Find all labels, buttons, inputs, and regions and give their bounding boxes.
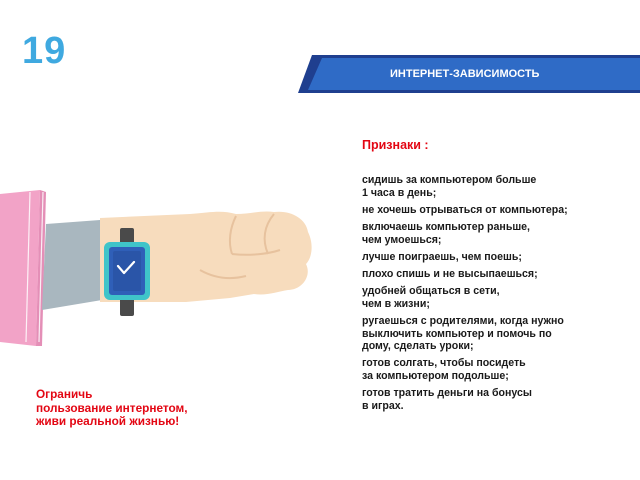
list-item: не хочешь отрываться от компьютера; [362,203,568,216]
list-item: готов солгать, чтобы посидеть за компьютером подольше; [362,357,526,382]
list-item: ругаешься с родителями, когда нужно выключить компьютер и помочь по дому, сделать уроки; [362,314,564,353]
hand-with-watch-illustration [0,170,330,365]
list-item: сидишь за компьютером больше 1 часа в день; [362,174,537,199]
title-banner [298,55,640,93]
slide-number: 19 [22,30,67,72]
wrist-watch-hand-icon [0,170,330,360]
banner-title: ИНТЕРНЕТ-ЗАВИСИМОСТЬ [390,68,540,80]
signs-heading: Признаки : [362,138,429,152]
list-item: лучше поиграешь, чем поешь; [362,250,522,263]
call-to-action: Ограничь пользование интернетом, живи реальной жизнью! [36,387,188,429]
list-item: включаешь компьютер раньше, чем умоешься; [362,220,530,246]
list-item: готов тратить деньги на бонусы в играх. [362,387,532,412]
signs-list [362,174,624,412]
list-item: плохо спишь и не высыпаешься; [362,267,538,280]
signs-panel [362,138,624,417]
list-item: удобней общаться в сети, чем в жизни; [362,285,500,310]
